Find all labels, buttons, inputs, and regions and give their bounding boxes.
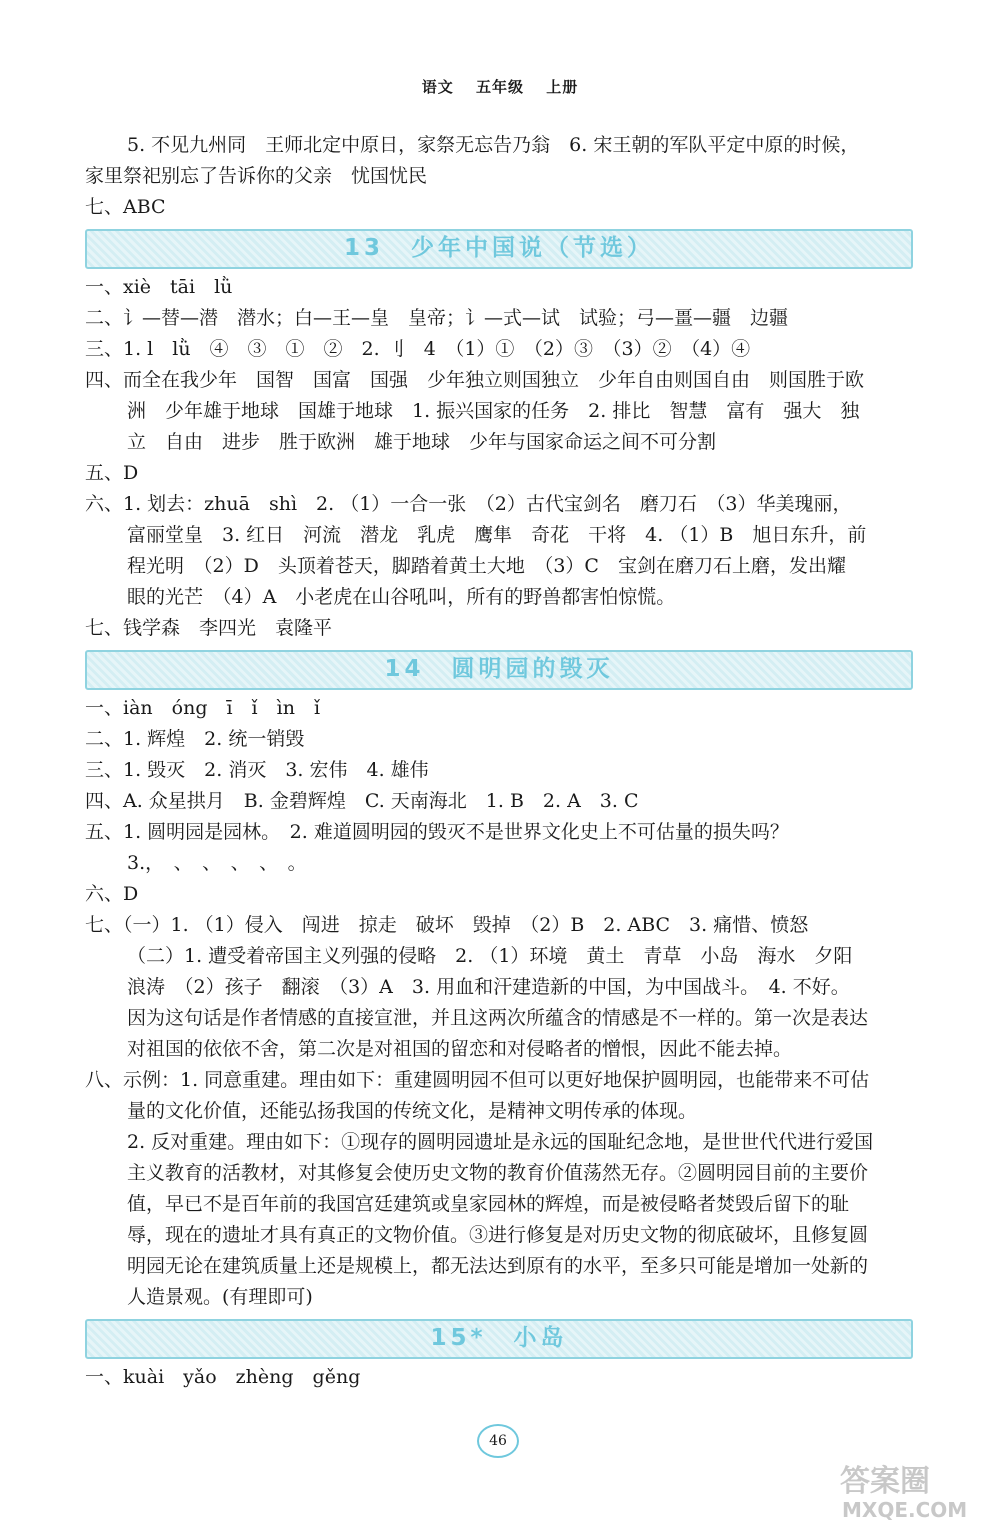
answer-line: 辱，现在的遗址才具有真正的文物价值。③进行修复是对历史文物的彻底破坏，且修复圆 <box>127 1224 869 1246</box>
watermark-logo <box>830 1455 990 1525</box>
answer-line: 明园无论在建筑质量上还是规模上，都无法达到原有的水平，至多只可能是增加一处新的 <box>127 1255 869 1277</box>
answer-line: 四、A. 众星拱月 B. 金碧辉煌 C. 天南海北 1. B 2. A 3. C <box>85 790 639 812</box>
lesson-15-title: 15* 小岛 <box>85 1319 913 1359</box>
answer-line: 洲 少年雄于地球 国雄于地球 1. 振兴国家的任务 2. 排比 智慧 富有 强大 独 <box>127 400 860 422</box>
answer-line: 五、1. 圆明园是园林。 2. 难道圆明园的毁灭不是世界文化史上不可估量的损失吗？ <box>85 821 789 843</box>
page-header <box>0 76 1000 97</box>
header-grade: 五年级 <box>475 78 524 96</box>
answer-line: 人造景观。(有理即可) <box>127 1286 313 1308</box>
answer-line: （二）1. 遭受着帝国主义列强的侵略 2. （1）环境 黄土 青草 小岛 海水 夕阳 <box>127 945 853 967</box>
answer-line: 立 自由 进步 胜于欧洲 雄于地球 少年与国家命运之间不可分割 <box>127 431 717 453</box>
answer-line: 六、D <box>85 883 139 905</box>
answer-line: 二、讠—替—潜 潜水；白—王—皇 皇帝；讠—式—试 试验；弓—畺—疆 边疆 <box>85 307 789 329</box>
answer-line: 四、而全在我少年 国智 国富 国强 少年独立则国独立 少年自由则国自由 则国胜于欧 <box>85 369 865 391</box>
answer-line: 一、xiè tāi lǜ <box>85 276 233 298</box>
answer-line: 浪涛 （2）孩子 翻滚 （3）A 3. 用血和汗建造新的中国，为中国战斗。 4. 不好。 <box>127 976 850 998</box>
answer-line: 三、1. l lǜ ④ ③ ① ② 2. 刂 4 （1）① （2）③ （3）② （4）④ <box>85 338 751 360</box>
header-subject: 语文 <box>421 78 454 96</box>
answer-line: 八、示例：1. 同意重建。理由如下：重建圆明园不但可以更好地保护圆明园，也能带来不可估 <box>85 1069 870 1091</box>
answer-line: 家里祭祀别忘了告诉你的父亲 忧国忧民 <box>85 165 428 187</box>
answer-line: 六、1. 划去：zhuā shì 2. （1）一合一张 （2）古代宝剑名 磨刀石 （3）华美瑰丽， <box>85 493 852 515</box>
answer-line: 因为这句话是作者情感的直接宣泄，并且这两次所蕴含的情感是不一样的。第一次是表达 <box>127 1007 869 1029</box>
lesson-13-title: 13 少年中国说（节选） <box>85 229 913 269</box>
answer-line: 主义教育的活教材，对其修复会使历史文物的教育价值荡然无存。②圆明园目前的主要价 <box>127 1162 869 1184</box>
watermark-line1: 答案圈 <box>840 1464 930 1499</box>
answer-line: 程光明 （2）D 头顶着苍天，脚踏着黄土大地 （3）C 宝剑在磨刀石上磨，发出耀 <box>127 555 846 577</box>
answer-line: 量的文化价值，还能弘扬我国的传统文化，是精神文明传承的体现。 <box>127 1100 698 1122</box>
watermark-line2: MXQE.COM <box>842 1498 968 1522</box>
answer-line: 值，早已不是百年前的我国宫廷建筑或皇家园林的辉煌，而是被侵略者焚毁后留下的耻 <box>127 1193 850 1215</box>
answer-content <box>85 130 913 1393</box>
answer-line: 富丽堂皇 3. 红日 河流 潜龙 乳虎 鹰隼 奇花 干将 4. （1）B 旭日东升，前 <box>127 524 867 546</box>
answer-line: 二、1. 辉煌 2. 统一销毁 <box>85 728 305 750</box>
answer-line: 七、钱学森 李四光 袁隆平 <box>85 617 333 639</box>
answer-line: 七、（一）1. （1）侵入 闯进 掠走 破坏 毁掉 （2）B 2. ABC 3. 痛惜、愤怒 <box>85 914 809 936</box>
header-volume: 上册 <box>546 78 579 96</box>
answer-line: 三、1. 毁灭 2. 消灭 3. 宏伟 4. 雄伟 <box>85 759 429 781</box>
answer-line: 眼的光芒 （4）A 小老虎在山谷吼叫，所有的野兽都害怕惊慌。 <box>127 586 676 608</box>
answer-line: 对祖国的依依不舍，第二次是对祖国的留恋和对侵略者的憎恨，因此不能去掉。 <box>127 1038 793 1060</box>
answer-line: 3.， 、 、 、 、 。 <box>127 852 307 874</box>
answer-line: 七、ABC <box>85 196 166 218</box>
answer-line: 五、D <box>85 462 139 484</box>
page-number: 46 <box>477 1424 519 1458</box>
answer-line: 5. 不见九州同 王师北定中原日，家祭无忘告乃翁 6. 宋王朝的军队平定中原的时候， <box>127 134 860 156</box>
answer-line: 2. 反对重建。理由如下：①现存的圆明园遗址是永远的国耻纪念地，是世世代代进行爱国 <box>127 1131 874 1153</box>
lesson-14-title: 14 圆明园的毁灭 <box>85 650 913 690</box>
answer-line: 一、iàn óng ī ǐ ìn ǐ <box>85 697 321 719</box>
answer-line: 一、kuài yǎo zhèng gěng <box>85 1366 361 1388</box>
